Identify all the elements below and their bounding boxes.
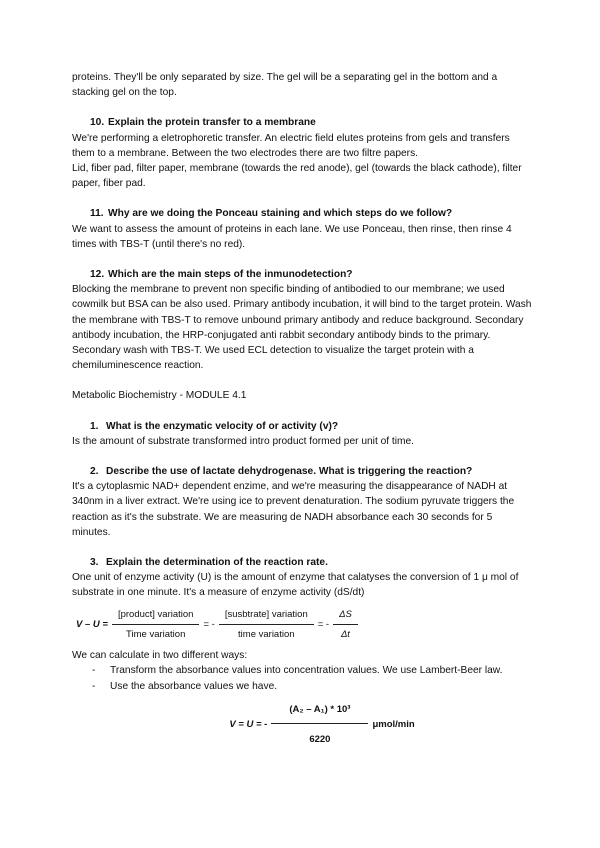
question-12-answer: Blocking the membrane to prevent non specific binding of antibodied to our membrane; we used cowmilk but BSA can be also used. Primary antibody incubation, it will bind to the target protein. Wash the membrane with TBS-T to remove unbound primary antibody and reduce background. Secondary antibody incubation, the HRP-conjugated anti rabbit secondary antibody binds to the primary. Secondary wash with TBS-T. We used ECL detection to visualize the target protein with a chemiluminescence reaction. xyxy=(72,284,532,372)
question-10-heading xyxy=(72,115,532,130)
fraction-substrate xyxy=(219,607,314,642)
question-12-heading xyxy=(72,267,532,282)
list-item-text: Transform the absorbance values into concentration values. We use Lambert-Beer law. xyxy=(110,665,503,677)
question-number: 11. xyxy=(90,208,104,220)
list-dash: - xyxy=(92,665,96,677)
fraction-numerator: ΔS xyxy=(339,608,352,620)
absorbance-formula xyxy=(112,702,532,747)
calc-ways-list xyxy=(72,663,532,693)
question-11-answer: We want to assess the amount of proteins in each lane. We use Ponceau, then rinse, then rinse 4 times with TBS-T (until there's no red). xyxy=(72,223,512,250)
list-dash: - xyxy=(92,680,96,692)
fraction-numerator: [product] variation xyxy=(117,608,194,620)
module-question-3-heading xyxy=(72,555,532,570)
formula-lhs: V = U = - xyxy=(229,718,268,730)
question-number: 2. xyxy=(90,466,99,478)
module-question-2-heading xyxy=(72,464,532,479)
fraction-numerator: [susbtrate] variation xyxy=(224,608,308,620)
list-item xyxy=(72,663,532,678)
question-title: What is the enzymatic velocity of or activity (v)? xyxy=(106,420,339,432)
question-title: Describe the use of lactate dehydrogenase. What is triggering the reaction? xyxy=(106,466,473,478)
question-title: Which are the main steps of the inmunodetection? xyxy=(108,269,353,281)
fraction-denominator: 6220 xyxy=(309,733,331,745)
equals-minus: = - xyxy=(317,618,330,630)
formula-unit: μmol/min xyxy=(372,718,415,730)
list-item xyxy=(72,679,532,694)
formula-lhs: V – U = xyxy=(76,618,108,630)
question-11-heading xyxy=(72,206,532,221)
fraction-absorbance xyxy=(271,702,368,747)
module-question-1-heading xyxy=(72,419,532,434)
question-number: 1. xyxy=(90,420,99,432)
rate-formula xyxy=(76,607,532,642)
module-heading: Metabolic Biochemistry - MODULE 4.1 xyxy=(72,390,247,402)
fraction-denominator: time variation xyxy=(238,628,295,640)
intro-paragraph: proteins. They'll be only separated by size. The gel will be a separating gel in the bottom and a stacking gel on the top. xyxy=(72,72,498,99)
calc-intro: We can calculate in two different ways: xyxy=(72,650,248,662)
question-number: 10. xyxy=(90,117,105,129)
question-number: 12. xyxy=(90,269,105,281)
question-10-answer-1: We're performing a eletrophoretic transfer. An electric field elutes proteins from gels and transfers them to a membrane. Between the two electrodes there are two filtre papers. xyxy=(72,132,510,159)
question-number: 3. xyxy=(90,557,99,569)
question-title: Why are we doing the Ponceau staining and which steps do we follow? xyxy=(108,208,453,220)
document-page xyxy=(72,70,532,747)
module-question-3-answer: One unit of enzyme activity (U) is the amount of enzyme that calatyses the conversion of 1 μ mol of substrate in one minute. It's a measure of enzyme activity (dS/dt) xyxy=(72,572,519,599)
fraction-product xyxy=(112,607,200,642)
fraction-numerator: (A₂ – A₁) * 10³ xyxy=(289,703,351,715)
fraction-denominator: Time variation xyxy=(126,628,186,640)
fraction-delta xyxy=(333,607,358,642)
question-title: Explain the protein transfer to a membrane xyxy=(108,117,316,129)
list-item-text: Use the absorbance values we have. xyxy=(110,680,278,692)
question-10-answer-2: Lid, fiber pad, filter paper, membrane (towards the red anode), gel (towards the black cathode), filter paper, fiber pad. xyxy=(72,163,522,190)
question-title: Explain the determination of the reaction rate. xyxy=(106,557,328,569)
module-question-1-answer: Is the amount of substrate transformed intro product formed per unit of time. xyxy=(72,435,415,447)
fraction-denominator: Δt xyxy=(340,628,350,640)
module-question-2-answer: It's a cytoplasmic NAD+ dependent enzime, and we're measuring the disappearance of NADH at 340nm in a liver extract. We're using ice to prevent denaturation. The sodium pyruvate triggers the reaction as it's the substrate. We are measuring de NADH absorbance each 30 seconds for 5 minutes. xyxy=(72,481,515,538)
equals-minus: = - xyxy=(203,618,215,630)
